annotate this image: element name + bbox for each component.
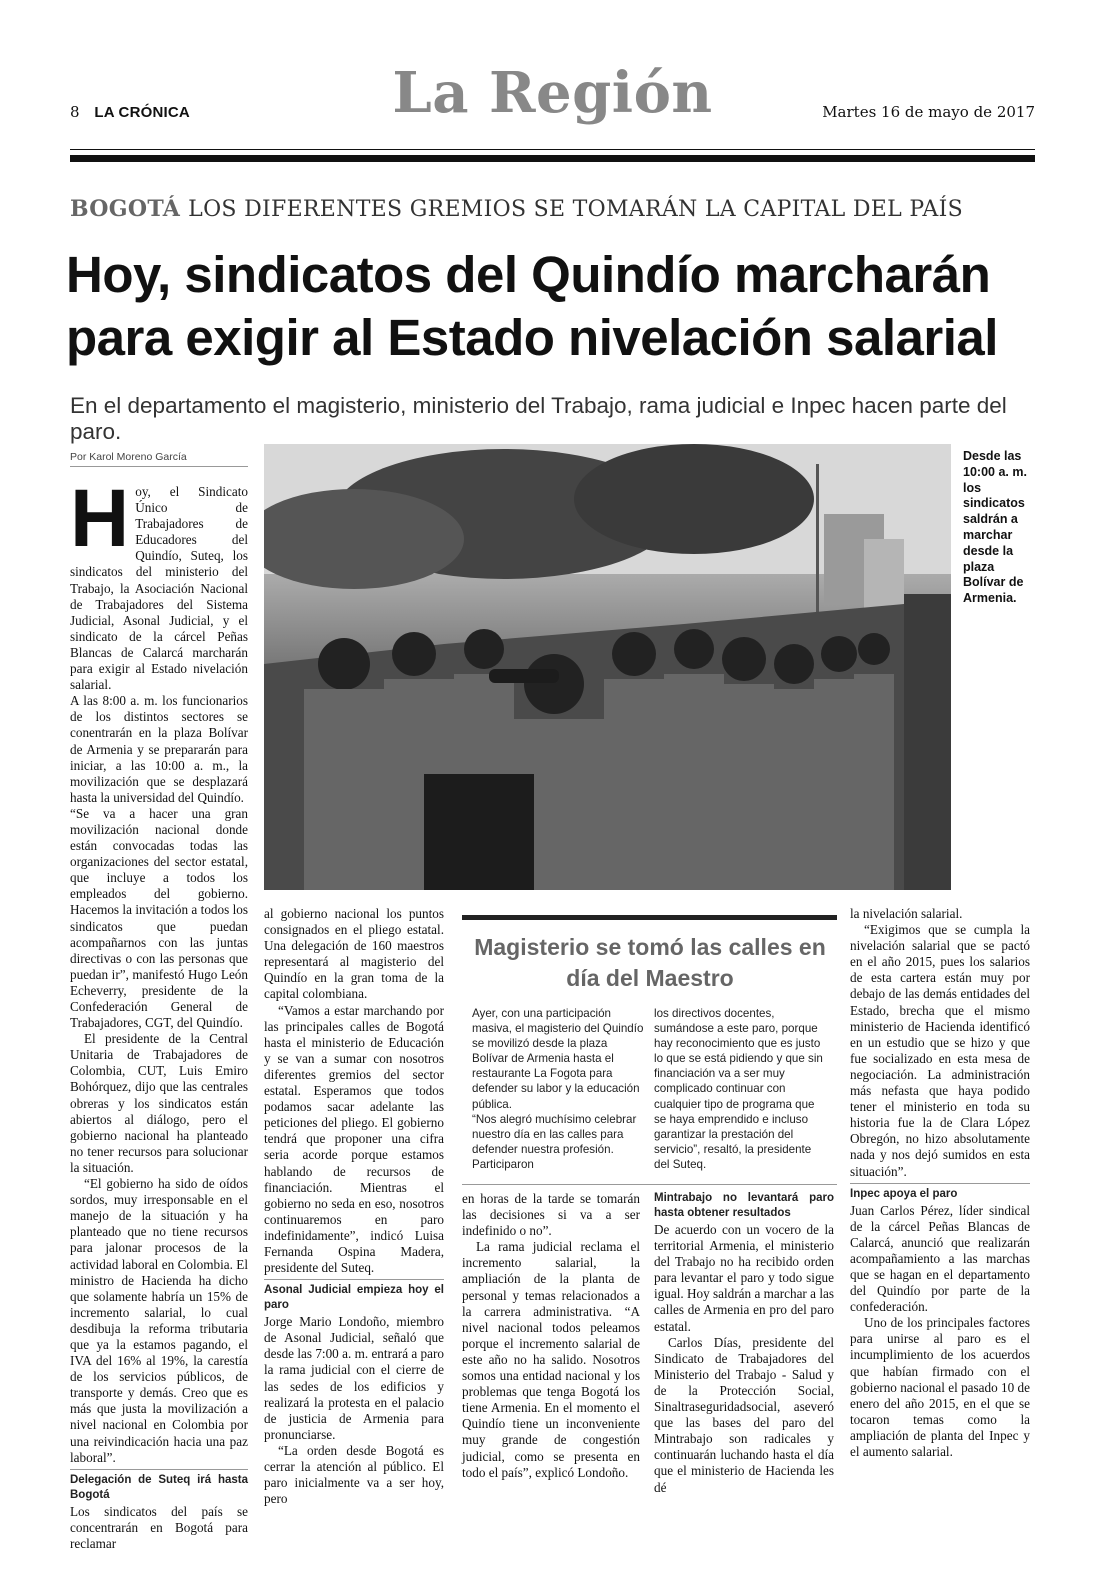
paragraph: Carlos Días, presidente del Sindicato de Trabajadores del Ministerio del Trabajo - Salud y de la Protección Social, Sinaltraseguridadsocial, aseveró que las bases del paro del Mintrabajo son radicales y continuarán luchando hasta el día que el ministerio de Hacienda les dé: [654, 1334, 834, 1495]
paragraph: Jorge Mario Londoño, miembro de Asonal Judicial, señaló que desde las 7:00 a. m. entrará a paro la rama judicial con el cierre de las sedes de los edificios y realizará la protesta en el palacio de justicia de Armenia para pronunciarse.: [264, 1314, 444, 1442]
paragraph: “Vamos a estar marchando por las principales calles de Bogotá hasta el ministerio de Educación y se van a sumar con nosotros diferentes gremios del sector estatal. Esperamos que todos podamos sacar adelante las peticiones del pliego. El gobierno tendrá que proponer una cifra seria acorde porque estamos hablando de recursos de financiación. Mientras el gobierno no seda en eso, nosotros continuaremos en paro indefinidamente”, indicó Luisa Fernanda Ospina Madera, presidente del Suteq.: [264, 1002, 444, 1276]
article-column-1: [70, 473, 248, 1552]
paragraph: De acuerdo con un vocero de la territorial Armenia, el ministerio del Trabajo no ha recibido orden para levantar el paro y todo sigue igual. Hoy saldrán a marchar a las calles de Armenia en pro del paro estatal.: [654, 1222, 834, 1334]
paragraph: La rama judicial reclama el incremento salarial, la ampliación de la planta de personal y temas relacionados a la carrera administrativa. “A nivel nacional todos peleamos porque el incremento salarial de este año no ha salido. Nosotros somos una entidad nacional y los problemas que tenga Bogotá los tiene Armenia. En el momento el Quindío tiene un inconveniente muy grande de congestión judicial, como se presenta en todo el país”, explicó Londoño.: [462, 1239, 640, 1480]
paragraph: en horas de la tarde se tomarán las decisiones si va a ser indefinido o no”.: [462, 1191, 640, 1239]
article-column-2: [264, 906, 444, 1507]
subhead: Delegación de Suteq irá hasta Bogotá: [70, 1469, 248, 1503]
headline-line-1: Hoy, sindicatos del Quindío marcharán: [66, 246, 991, 303]
header-rule-thick: [70, 155, 1035, 162]
paragraph: “El gobierno ha sido de oídos sordos, muy irresponsable en el manejo de la situación y ha planteado que no tiene recursos para jalonar procesos de la actividad laboral en Colombia. El ministro de Hacienda ha dicho que solamente habría un 15% de incremento salarial, lo cual desdibuja la reforma tributaria que ya la estamos pagando, el IVA del 16% al 19%, la carestía de los servicios públicos, de transporte y demás. Creo que es más que justa la movilización a nivel nacional en Colombia por una reivindicación hacia una paz laboral”.: [70, 1176, 248, 1465]
article-column-3: [462, 1191, 640, 1481]
photo-illustration: [264, 444, 951, 890]
paragraph: “La orden desde Bogotá es cerrar la atención al público. El paro inicialmente va a ser hoy, pero: [264, 1442, 444, 1507]
paragraph: al gobierno nacional los puntos consignados en el pliego estatal. Una delegación de 160 maestros representará al magisterio del Quindío en la gran toma de la capital colombiana.: [264, 906, 444, 1002]
deck: En el departamento el magisterio, ministerio del Trabajo, rama judicial e Inpec hacen parte del paro.: [70, 393, 1007, 444]
page-number: 8: [70, 103, 80, 121]
paragraph: El presidente de la Central Unitaria de Trabajadores de Colombia, CUT, Luis Emiro Bohórquez, dijo que las centrales obreras y los sindicatos están abiertos al diálogo, pero el gobierno nacional ha planteado no tener recursos para solucionar la situación.: [70, 1031, 248, 1175]
subhead: Asonal Judicial empieza hoy el paro: [264, 1279, 444, 1313]
issue-date: Martes 16 de mayo de 2017: [822, 103, 1035, 121]
box-paragraph: Ayer, con una participación masiva, el magisterio del Quindío se movilizó desde la plaza Bolívar de Armenia hasta el restaurante La Fogota para defender su labor y la educación pública.: [472, 1007, 644, 1111]
paragraph: “Se va a hacer una gran movilización nacional donde están convocadas todas las organizaciones del sector estatal, que incluye a todos los empleados del gobierno. Hacemos la invitación a todos los sindicatos que puedan acompañarnos con las juntas directivas o con las personas que puedan ir”, manifestó Hugo León Echeverry, presidente de la Confederación General de Trabajadores, CGT, del Quindío.: [70, 805, 248, 1031]
box-paragraph: “Nos alegró muchísimo celebrar nuestro día en las calles para defender nuestra profesión. Participaron: [472, 1112, 637, 1171]
box-column-right: [654, 1006, 828, 1172]
paragraph: “Exigimos que se cumpla la nivelación salarial que se pactó en el año 2015, pues los salarios de esta cartera están muy por debajo de las demás entidades del Estado, brecha que el mismo ministerio de Hacienda identificó en un estudio que se hizo y que fue socializado en esta mesa de negociación. La administración más nefasta que haya podido tener el ministerio en toda su historia fue la de Clara López Obregón, no hizo absolutamente nada y nos dejó sumidos en esta situación”.: [850, 922, 1030, 1179]
kicker: [70, 196, 963, 222]
headline: [66, 243, 1046, 369]
subhead: Inpec apoya el paro: [850, 1183, 1030, 1202]
paragraph: Uno de los principales factores para unirse al paro es el incumplimiento de los acuerdos que habían firmado con el gobierno nacional el pasado 10 de enero del año 2015, en el que se tocaron temas como la ampliación de planta del Inpec y el aumento salarial.: [850, 1315, 1030, 1459]
byline: Por Karol Moreno García: [70, 451, 248, 467]
header-rule-thin: [70, 149, 1035, 150]
photo-caption: Desde las 10:00 a. m. los sindicatos saldrán a marchar desde la plaza Bolívar de Armenia.: [963, 449, 1027, 606]
subhead: Mintrabajo no levantará paro hasta obtener resultados: [654, 1192, 834, 1219]
box-title: Magisterio se tomó las calles en día del Maestro: [474, 934, 826, 991]
drop-cap: H: [70, 473, 130, 564]
headline-line-2: para exigir al Estado nivelación salarial: [66, 309, 998, 366]
article-column-4: [654, 1188, 834, 1496]
box-paragraph: los directivos docentes, sumándose a este paro, porque hay reconocimiento que es justo lo que se está pidiendo y que sin financiación va a ser muy complicado continuar con cualquier tipo de programa que se haya emprendido e incluso garantizar la prestación del servicio”, resaltó, la presidente del Suteq.: [654, 1007, 823, 1171]
newspaper-name: LA CRÓNICA: [94, 104, 190, 121]
box-column-left: [472, 1006, 646, 1172]
section-title: La Región: [392, 60, 713, 126]
box-top-rule: [462, 915, 837, 920]
paragraph: la nivelación salarial.: [850, 906, 963, 921]
article-column-5: [850, 906, 1030, 1460]
protest-photo: [264, 444, 951, 890]
paragraph: Juan Carlos Pérez, líder sindical de la cárcel Peñas Blancas de Calarcá, anunció que realizarán acompañamiento a las marchas que se hagan en el departamento del Quindío por parte de la confederación.: [850, 1202, 1030, 1315]
paragraph: A las 8:00 a. m. los funcionarios de los distintos sectores se conentrarán en la plaza Bolívar de Armenia y se prepararán para iniciar, a las 10:00 a. m., la movilización que se desplazará hasta la universidad del Quindío.: [70, 693, 248, 805]
kicker-place: BOGOTÁ: [70, 196, 181, 222]
box-bottom-rule: [462, 1184, 837, 1185]
kicker-text: LOS DIFERENTES GREMIOS SE TOMARÁN LA CAPITAL DEL PAÍS: [188, 197, 963, 222]
paragraph: oy, el Sindicato Único de Trabajadores de Educadores del Quindío, Suteq, los sindicatos del ministerio del Trabajo, la Asociación Nacional de Trabajadores del Sistema Judicial, Asonal Judicial, y el sindicato de la cárcel Peñas Blancas de Calarcá marcharán para exigir al Estado nivelación salarial.: [70, 484, 248, 693]
paragraph: Los sindicatos del país se concentrarán en Bogotá para reclamar: [70, 1503, 248, 1551]
